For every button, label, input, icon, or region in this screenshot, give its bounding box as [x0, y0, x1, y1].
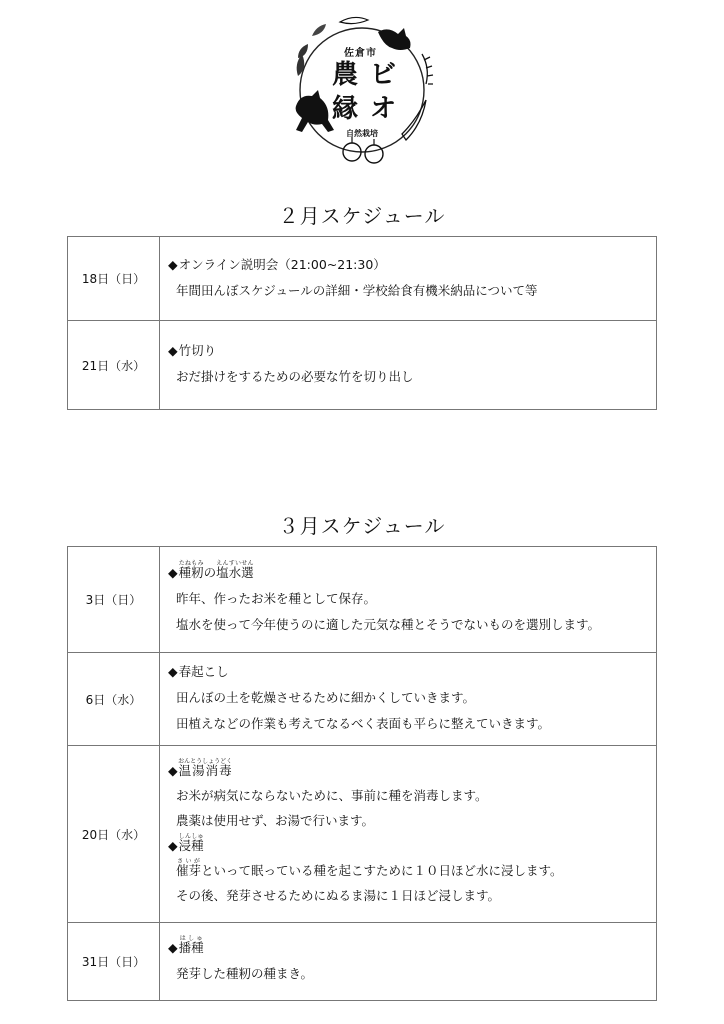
diamond-bullet-icon: ◆ [168, 838, 178, 853]
logo-text [282, 14, 442, 166]
logo-char-3: 縁 [332, 94, 359, 124]
ruby-title: 塩水選えんすいせん [216, 559, 254, 580]
row-body [160, 746, 657, 923]
section-title-march: ３月スケジュール [278, 514, 446, 538]
diamond-bullet-icon: ◆ [168, 343, 178, 358]
item-line: 昨年、作ったお米を種として保存。 [176, 590, 377, 606]
table-row [68, 653, 657, 746]
ruby-reading: はしゅ [178, 934, 204, 942]
table-row [68, 923, 657, 1001]
logo-char-4: オ [370, 94, 397, 124]
item-line: おだ掛けをするための必要な竹を切り出し [176, 369, 414, 384]
logo-char-2: ビ [370, 60, 397, 90]
logo-city: 佐倉市 [344, 48, 377, 59]
ruby-reading: おんとうしょうどく [178, 758, 233, 765]
ruby-inline: 催芽さいが [176, 858, 202, 878]
item-title [168, 252, 644, 278]
item-line: 農薬は使用せず、お湯で行います。 [176, 813, 375, 828]
row-date: 20日（水） [68, 746, 160, 923]
item-line: 発芽した種籾の種まき。 [176, 965, 314, 981]
table-row [68, 237, 657, 321]
item-title-text: 竹切り [178, 343, 217, 358]
diamond-bullet-icon: ◆ [168, 564, 178, 580]
row-body [160, 321, 657, 410]
table-row [68, 547, 657, 653]
row-date: 6日（水） [68, 653, 160, 746]
item-title [168, 935, 644, 961]
item-title-text: 春起こし [178, 664, 229, 679]
logo [282, 14, 442, 166]
item-line: 田植えなどの作業も考えてなるべく表面も平らに整えていきます。 [176, 716, 551, 731]
table-row [68, 321, 657, 410]
ruby-title: 浸種しんしゅ [178, 833, 204, 853]
item-line: お米が病気にならないために、事前に種を消毒します。 [176, 788, 488, 803]
item-title [168, 659, 644, 685]
ruby-reading: しんしゅ [178, 833, 204, 840]
diamond-bullet-icon: ◆ [168, 763, 178, 778]
section-title-february: ２月スケジュール [278, 204, 446, 228]
ruby-reading: さいが [176, 858, 201, 865]
row-date: 3日（日） [68, 547, 160, 653]
logo-char-1: 農 [332, 60, 359, 90]
diamond-bullet-icon: ◆ [168, 939, 178, 955]
ruby-title: 播種はしゅ [178, 934, 204, 955]
row-body [160, 237, 657, 321]
ruby-title: 温湯消毒おんとうしょうどく [178, 758, 233, 778]
item-line [168, 858, 644, 883]
item-title-text: オンライン説明会（21:00~21:30） [178, 256, 386, 272]
item-title [168, 833, 644, 858]
item-title [168, 338, 644, 364]
schedule-table-february [67, 236, 657, 410]
logo-subtitle: 自然栽培 [346, 128, 378, 138]
row-body [160, 923, 657, 1001]
diamond-bullet-icon: ◆ [168, 256, 178, 272]
item-line: 塩水を使って今年使うのに適した元気な種とそうでないものを選別します。 [176, 616, 601, 632]
ruby-title: 種籾たねもみ [178, 559, 204, 580]
item-line: その後、発芽させるためにぬるま湯に１日ほど浸します。 [176, 888, 501, 903]
row-date: 31日（日） [68, 923, 160, 1001]
item-title: ◆種籾たねもみの塩水選えんすいせん [168, 559, 254, 580]
row-date: 18日（日） [68, 237, 160, 321]
row-body [160, 653, 657, 746]
item-line: 年間田んぼスケジュールの詳細・学校給食有機米納品について等 [176, 282, 538, 298]
table-row [68, 746, 657, 923]
ruby-reading: たねもみ [178, 559, 204, 567]
diamond-bullet-icon: ◆ [168, 664, 178, 679]
row-date: 21日（水） [68, 321, 160, 410]
ruby-reading: えんすいせん [216, 559, 254, 567]
schedule-table-march [67, 546, 657, 1001]
item-title [168, 758, 644, 783]
row-body [160, 547, 657, 653]
item-line: 田んぼの土を乾燥させるために細かくしていきます。 [176, 690, 476, 705]
item-line-rest: といって眠っている種を起こすために１０日ほど水に浸します。 [201, 863, 563, 878]
